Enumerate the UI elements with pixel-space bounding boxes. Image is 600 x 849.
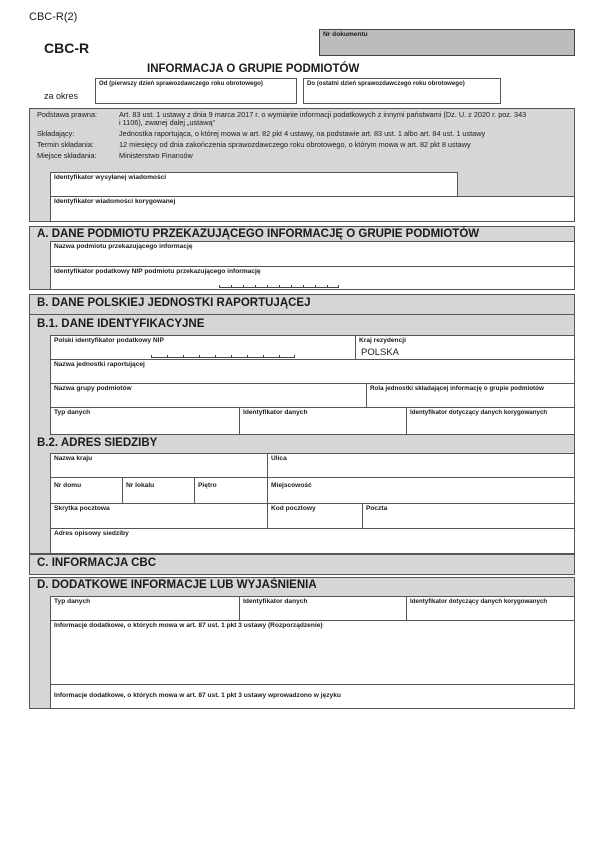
doc-number-label: Nr dokumentu	[323, 31, 368, 38]
d-additional-info-field[interactable]	[50, 620, 575, 685]
b2-flat-label: Nr lokalu	[126, 482, 155, 489]
section-a-nip-field[interactable]	[50, 266, 575, 290]
deadline-value: 12 miesięcy od dnia zakończenia sprawozdawczego roku obrotowego, o którym mowa w art. 82 pkt 8 ustawy	[119, 140, 471, 149]
b2-post-label: Poczta	[366, 505, 388, 512]
filer-value: Jednostka raportująca, o której mowa w art. 82 pkt 4 ustawy, na podstawie art. 83 ust. 1 albo art. 84 ust. 1 ustawy	[119, 129, 486, 138]
b2-house-field[interactable]	[50, 477, 123, 504]
b1-group-name-field[interactable]	[50, 383, 367, 408]
form-name: CBC-R	[44, 40, 90, 56]
d-data-type-field[interactable]	[50, 596, 240, 621]
b2-city-field[interactable]	[267, 477, 575, 504]
section-b1-title: B.1. DANE IDENTYFIKACYJNE	[37, 318, 205, 330]
section-b-divider	[29, 314, 575, 315]
b2-zip-label: Kod pocztowy	[271, 505, 316, 512]
d-corrected-data-id-label: Identyfikator dotyczący danych korygowanych	[410, 598, 548, 605]
b2-pobox-label: Skrytka pocztowa	[54, 505, 110, 512]
filer-label: Składający:	[37, 129, 75, 138]
period-to-field[interactable]	[303, 78, 501, 104]
b2-street-label: Ulica	[271, 455, 287, 462]
b1-data-id-label: Identyfikator danych	[243, 409, 308, 416]
b1-nip-label: Polski identyfikator podatkowy NIP	[54, 337, 164, 344]
b1-residence-value: POLSKA	[361, 347, 400, 358]
b2-pobox-field[interactable]	[50, 503, 268, 529]
corrected-message-id-label: Identyfikator wiadomości korygowanej	[54, 198, 176, 205]
message-id-field[interactable]	[50, 172, 458, 197]
b1-nip-comb	[151, 357, 295, 358]
form-code: CBC-R(2)	[29, 11, 78, 23]
b1-role-field[interactable]	[366, 383, 575, 408]
period-to-label: Do (ostatni dzień sprawozdawczego roku obrotowego)	[307, 80, 465, 87]
b1-entity-name-field[interactable]	[50, 359, 575, 384]
d-additional-info-label: Informacje dodatkowe, o których mowa w art. 87 ust. 1 pkt 3 ustawy (Rozporządzenie)	[54, 622, 323, 629]
b1-entity-name-label: Nazwa jednostki raportującej	[54, 361, 145, 368]
period-from-label: Od (pierwszy dzień sprawozdawczego roku obrotowego)	[99, 80, 263, 87]
b1-group-name-label: Nazwa grupy podmiotów	[54, 385, 132, 392]
b2-address-desc-field[interactable]	[50, 528, 575, 554]
d-language-field[interactable]	[50, 684, 575, 709]
corrected-message-id-field[interactable]	[50, 196, 575, 222]
b2-floor-field[interactable]	[194, 477, 268, 504]
section-b2-title: B.2. ADRES SIEDZIBY	[37, 437, 158, 449]
d-data-id-field[interactable]	[239, 596, 407, 621]
section-a-name-field[interactable]	[50, 241, 575, 267]
section-d-title: D. DODATKOWE INFORMACJE LUB WYJAŚNIENIA	[37, 579, 317, 591]
b2-address-desc-label: Adres opisowy siedziby	[54, 530, 129, 537]
b1-corrected-data-id-field[interactable]	[406, 407, 575, 435]
section-c-title: C. INFORMACJA CBC	[37, 557, 157, 569]
b2-street-field[interactable]	[267, 453, 575, 478]
b2-zip-field[interactable]	[267, 503, 363, 529]
b1-nip-field[interactable]	[50, 335, 356, 360]
b2-floor-label: Piętro	[198, 482, 217, 489]
b1-residence-label: Kraj rezydencji	[359, 337, 406, 344]
section-a-title: A. DANE PODMIOTU PRZEKAZUJĄCEGO INFORMACJĘ O GRUPIE PODMIOTÓW	[37, 228, 480, 240]
section-b-title: B. DANE POLSKIEJ JEDNOSTKI RAPORTUJĄCEJ	[37, 297, 311, 309]
legal-basis-line2: i 1106), zwanej dalej „ustawą”	[119, 118, 215, 127]
page-title: INFORMACJA O GRUPIE PODMIOTÓW	[147, 63, 360, 75]
d-language-label: Informacje dodatkowe, o których mowa w art. 87 ust. 1 pkt 3 ustawy wprowadzono w języku	[54, 692, 341, 699]
period-from-field[interactable]	[95, 78, 297, 104]
legal-basis-line1: Art. 83 ust. 1 ustawy z dnia 9 marca 2017 r. o wymianie informacji podatkowych z innymi państwami (Dz. U. z 2020 r. poz. 343	[119, 110, 527, 119]
place-value: Ministerstwo Finansów	[119, 151, 193, 160]
deadline-label: Termin składania:	[37, 140, 94, 149]
b1-role-label: Rola jednostki składającej informację o grupie podmiotów	[370, 385, 544, 392]
period-label: za okres	[44, 91, 79, 101]
b2-post-field[interactable]	[362, 503, 575, 529]
place-label: Miejsce składania:	[37, 151, 97, 160]
d-data-type-label: Typ danych	[54, 598, 91, 605]
b1-data-type-label: Typ danych	[54, 409, 91, 416]
section-a-nip-label: Identyfikator podatkowy NIP podmiotu przekazującego informację	[54, 268, 261, 275]
b2-house-label: Nr domu	[54, 482, 82, 489]
section-a-name-label: Nazwa podmiotu przekazującego informację	[54, 243, 193, 250]
b1-data-type-field[interactable]	[50, 407, 240, 435]
b2-flat-field[interactable]	[122, 477, 195, 504]
d-corrected-data-id-field[interactable]	[406, 596, 575, 621]
b2-country-field[interactable]	[50, 453, 268, 478]
b2-country-label: Nazwa kraju	[54, 455, 93, 462]
legal-basis-label: Podstawa prawna:	[37, 110, 98, 119]
doc-number-box	[319, 29, 575, 56]
b1-residence-field[interactable]	[355, 335, 575, 360]
b1-data-id-field[interactable]	[239, 407, 407, 435]
message-id-label: Identyfikator wysyłanej wiadomości	[54, 174, 167, 181]
b1-corrected-data-id-label: Identyfikator dotyczący danych korygowanych	[410, 409, 548, 416]
d-data-id-label: Identyfikator danych	[243, 598, 308, 605]
b2-city-label: Miejscowość	[271, 482, 312, 489]
